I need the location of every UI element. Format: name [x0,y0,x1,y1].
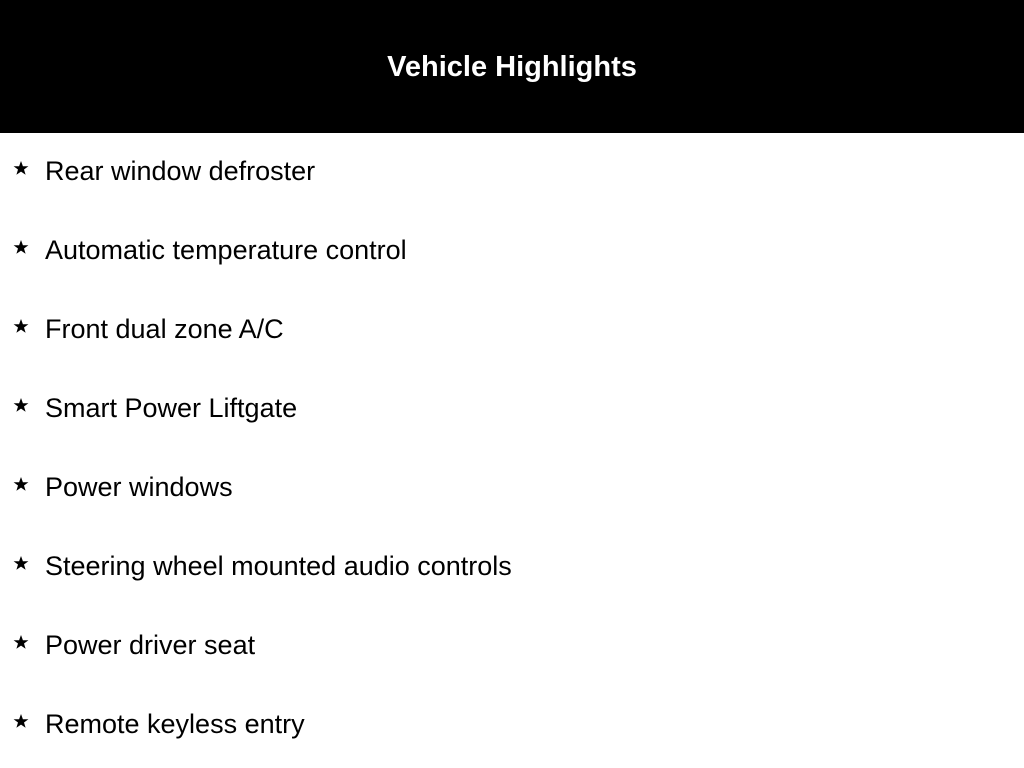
star-icon [11,711,31,731]
highlights-list [0,133,1024,765]
list-item [0,133,1024,212]
list-item [0,607,1024,686]
highlight-label: Remote keyless entry [45,709,305,739]
star-icon [11,158,31,178]
list-item [0,370,1024,449]
star-icon [11,474,31,494]
highlight-label: Front dual zone A/C [45,314,284,344]
list-item [0,449,1024,528]
highlight-label: Automatic temperature control [45,235,407,265]
list-item [0,686,1024,765]
star-icon [11,316,31,336]
star-icon [11,237,31,257]
highlight-label: Power windows [45,472,233,502]
star-icon [11,395,31,415]
highlight-label: Steering wheel mounted audio controls [45,551,512,581]
list-item [0,528,1024,607]
page-title: Vehicle Highlights [387,51,637,83]
header-banner [0,0,1024,133]
list-item [0,212,1024,291]
highlight-label: Rear window defroster [45,156,316,186]
highlight-label: Power driver seat [45,630,256,660]
star-icon [11,553,31,573]
list-item [0,291,1024,370]
star-icon [11,632,31,652]
highlight-label: Smart Power Liftgate [45,393,298,423]
